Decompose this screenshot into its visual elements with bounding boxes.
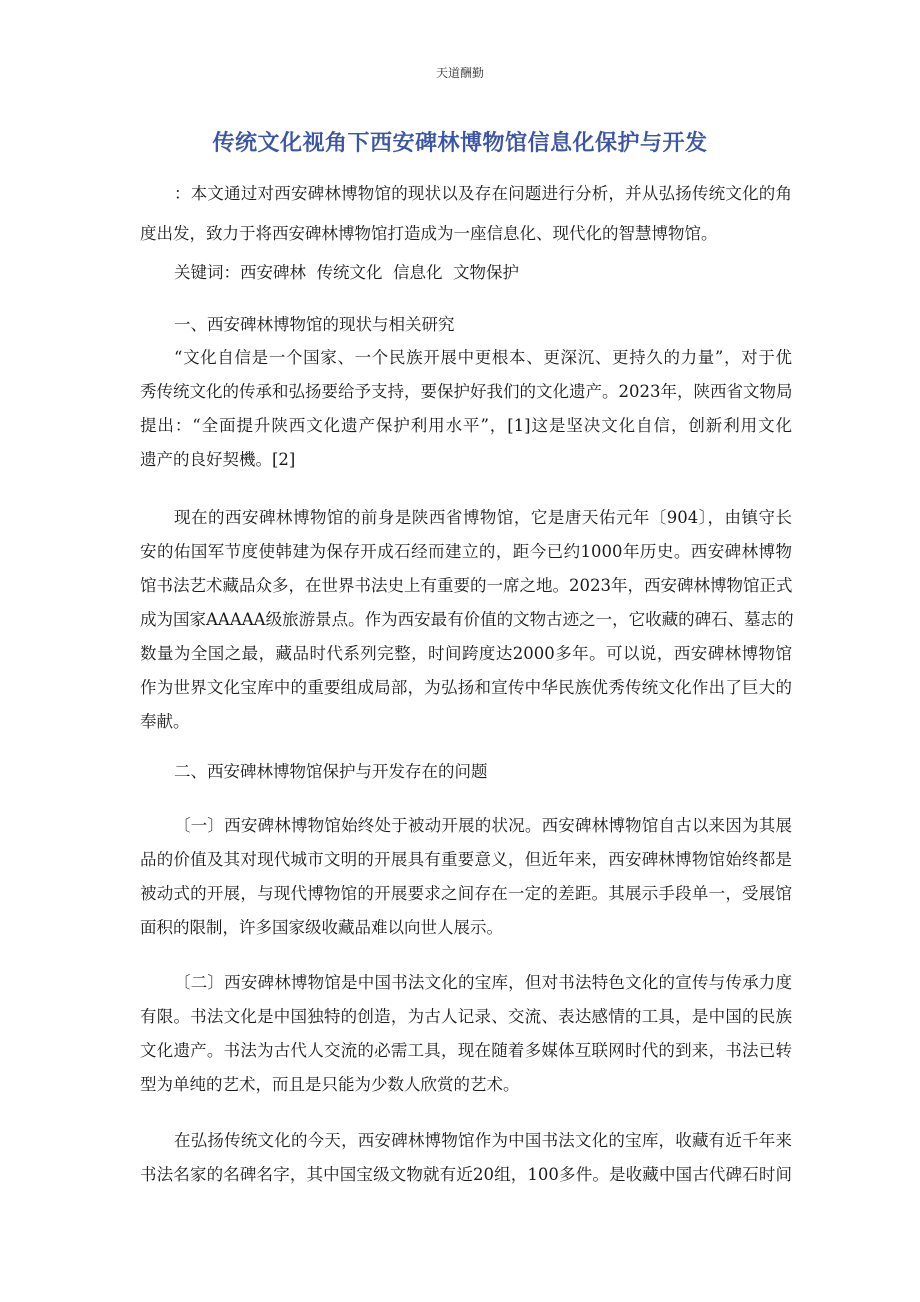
paragraph-line: 面积的限制，许多国家级收藏品难以向世人展示。	[140, 918, 503, 937]
paragraph-line: 提出：“全面提升陕西文化遗产保护利用水平”，[1]这是坚决文化自信，创新利用文化	[140, 416, 792, 435]
paragraph-line: 文化遗产。书法为古代人交流的必需工具，现在随着多媒体互联网时代的到来，书法已转	[140, 1041, 792, 1060]
paragraph-line: 遗产的良好契機。[2]	[140, 450, 296, 469]
paragraph-line: 奉献。	[140, 712, 190, 731]
keywords-line: 关键词：西安碑林 传统文化 信息化 文物保护	[174, 263, 519, 282]
keywords	[140, 256, 792, 290]
paragraph-line: 有限。书法文化是中国独特的创造，为古人记录、交流、表达感情的工具，是中国的民族	[140, 1007, 792, 1026]
paragraph-line: 安的佑国军节度使韩建为保存开成石经而建立的，距今已约1000年历史。西安碑林博物	[140, 542, 792, 561]
paragraph-line: 在弘扬传统文化的今天，西安碑林博物馆作为中国书法文化的宝库，收藏有近千年来	[174, 1131, 792, 1150]
abstract	[140, 177, 792, 251]
page-header: 天道酬勤	[435, 66, 484, 80]
heading-line: 一、西安碑林博物馆的现状与相关研究	[174, 315, 455, 334]
paragraph-line: 秀传统文化的传承和弘扬要给予支持，要保护好我们的文化遗产。2023年，陕西省文物局	[140, 382, 793, 401]
paragraph-line: 现在的西安碑林博物馆的前身是陕西省博物馆，它是唐天佑元年〔904〕，由镇守长	[174, 508, 792, 527]
paragraph-line: 〔二〕西安碑林博物馆是中国书法文化的宝库，但对书法特色文化的宣传与传承力度	[174, 973, 792, 992]
paragraph-line: 书法名家的名碑名字，其中国宝级文物就有近20组，100多件。是收藏中国古代碑石时间	[140, 1165, 792, 1184]
paragraph-2	[140, 501, 792, 739]
paragraph-line: 被动式的开展，与现代博物馆的开展要求之间存在一定的差距。其展示手段单一，受展馆	[140, 884, 792, 903]
paragraph-line: 成为国家AAAAA级旅游景点。作为西安最有价值的文物古迹之一，它收藏的碑石、墓志的	[140, 610, 794, 629]
paragraph-line: 〔一〕西安碑林博物馆始终处于被动开展的状况。西安碑林博物馆自古以来因为其展	[174, 816, 792, 835]
paragraph-3	[140, 1124, 792, 1192]
paragraph-1	[140, 341, 792, 477]
subsection-1	[140, 809, 792, 945]
paragraph-line: 品的价值及其对现代城市文明的开展具有重要意义，但近年来，西安碑林博物馆始终都是	[140, 850, 792, 869]
paragraph-line: 作为世界文化宝库中的重要组成局部，为弘扬和宣传中华民族优秀传统文化作出了巨大的	[140, 678, 792, 697]
heading-line: 二、西安碑林博物馆保护与开发存在的问题	[174, 762, 488, 781]
section-heading-1	[140, 308, 792, 342]
abstract-line: 度出发，致力于将西安碑林博物馆打造成为一座信息化、现代化的智慧博物馆。	[140, 224, 718, 243]
document-title: 传统文化视角下西安碑林博物馆信息化保护与开发	[212, 131, 708, 156]
paragraph-line: 数量为全国之最，藏品时代系列完整，时间跨度达2000多年。可以说，西安碑林博物馆	[140, 644, 792, 663]
section-heading-2	[140, 755, 792, 789]
abstract-line: ：本文通过对西安碑林博物馆的现状以及存在问题进行分析，并从弘扬传统文化的角	[174, 184, 792, 203]
paragraph-line: 型为单纯的艺术，而且是只能为少数人欣赏的艺术。	[140, 1075, 520, 1094]
paragraph-line: 馆书法艺术藏品众多，在世界书法史上有重要的一席之地。2023年，西安碑林博物馆正式	[140, 576, 793, 595]
paragraph-line: “文化自信是一个国家、一个民族开展中更根本、更深沉、更持久的力量”，对于优	[174, 348, 792, 367]
subsection-2	[140, 966, 792, 1102]
